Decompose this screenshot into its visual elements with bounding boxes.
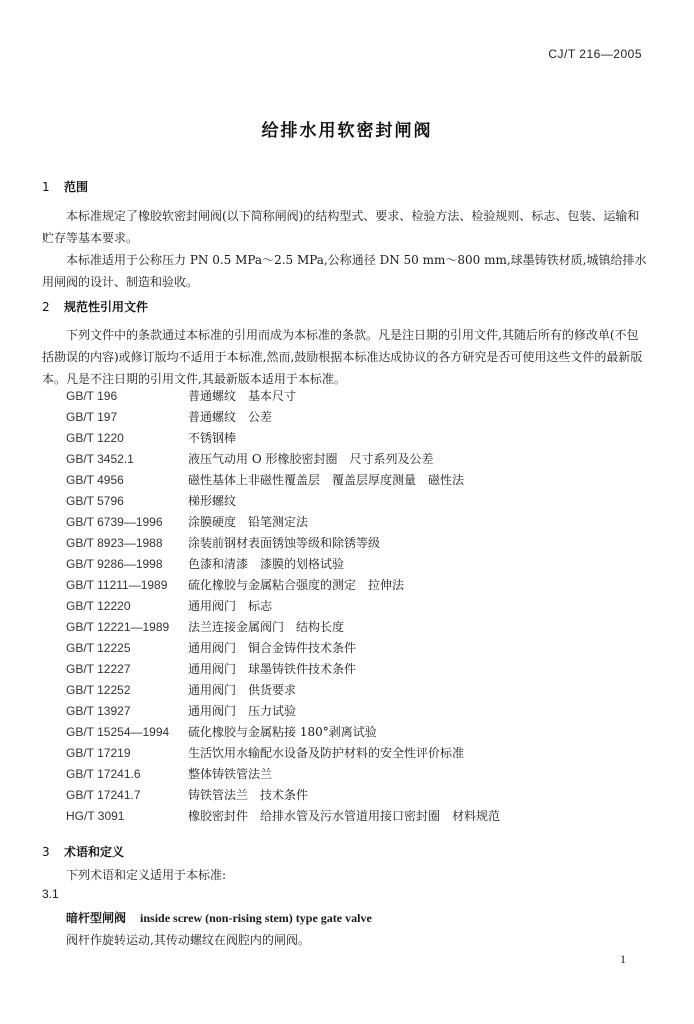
section-3-number: 3 <box>42 845 50 859</box>
term-entry <box>66 908 372 928</box>
section-2-number: 2 <box>42 300 50 314</box>
reference-title: 磁性基体上非磁性覆盖层 覆盖层厚度测量 磁性法 <box>188 473 465 487</box>
reference-code: GB/T 3452.1 <box>66 452 134 466</box>
reference-item <box>66 701 500 722</box>
term-english-name: inside screw (non-rising stem) type gate valve <box>140 911 372 925</box>
term-chinese-name: 暗杆型闸阀 <box>66 911 127 925</box>
reference-title: 橡胶密封件 给排水管及污水管道用接口密封圈 材料规范 <box>188 809 501 823</box>
scope-paragraph-2: 本标准适用于公称压力 PN 0.5 MPa～2.5 MPa,公称通径 DN 50 mm～800 mm,球墨铸铁材质,城镇给排水用闸阀的设计、制造和验收。 <box>42 253 647 289</box>
terms-intro-paragraph: 下列术语和定义适用于本标准: <box>66 868 227 882</box>
term-definition: 阀杆作旋转运动,其传动螺纹在阀腔内的闸阀。 <box>66 933 310 947</box>
reference-code: GB/T 12220 <box>66 599 131 613</box>
reference-item <box>66 806 500 827</box>
reference-code: GB/T 13927 <box>66 704 131 718</box>
reference-code: GB/T 12221—1989 <box>66 620 170 634</box>
reference-item <box>66 491 500 512</box>
reference-title: 液压气动用 O 形橡胶密封圈 尺寸系列及公差 <box>188 452 434 466</box>
section-2-title: 规范性引用文件 <box>64 300 149 314</box>
reference-code: GB/T 197 <box>66 410 118 424</box>
reference-title: 硫化橡胶与金属粘接 180°剥离试验 <box>188 725 377 739</box>
reference-item <box>66 785 500 806</box>
reference-item <box>66 638 500 659</box>
reference-code: GB/T 4956 <box>66 473 124 487</box>
reference-title: 普通螺纹 公差 <box>188 410 273 424</box>
reference-code: GB/T 6739—1996 <box>66 515 163 529</box>
reference-item <box>66 554 500 575</box>
reference-title: 铸铁管法兰 技术条件 <box>188 788 309 802</box>
section-3-heading <box>42 843 124 860</box>
reference-title: 通用阀门 铜合金铸件技术条件 <box>188 641 357 655</box>
reference-code: GB/T 12252 <box>66 683 131 697</box>
reference-item <box>66 386 500 407</box>
reference-title: 通用阀门 标志 <box>188 599 273 613</box>
reference-item <box>66 449 500 470</box>
reference-item <box>66 533 500 554</box>
section-3-title: 术语和定义 <box>64 845 125 859</box>
reference-title: 通用阀门 压力试验 <box>188 704 297 718</box>
reference-code: GB/T 17241.7 <box>66 788 141 802</box>
reference-code: HG/T 3091 <box>66 809 125 823</box>
document-title: 给排水用软密封闸阀 <box>261 121 433 141</box>
normative-references-list <box>66 386 500 827</box>
section-1-heading <box>42 178 88 195</box>
reference-item <box>66 470 500 491</box>
reference-title: 整体铸铁管法兰 <box>188 767 273 781</box>
reference-item <box>66 680 500 701</box>
reference-title: 梯形螺纹 <box>188 494 237 508</box>
reference-title: 涂装前钢材表面锈蚀等级和除锈等级 <box>188 536 381 550</box>
scope-paragraph-1: 本标准规定了橡胶软密封闸阀(以下简称闸阀)的结构型式、要求、检验方法、检验规则、标志、包装、运输和贮存等基本要求。 <box>42 209 640 245</box>
section-2-heading <box>42 298 148 315</box>
reference-item <box>66 407 500 428</box>
reference-item <box>66 512 500 533</box>
reference-code: GB/T 17219 <box>66 746 131 760</box>
reference-code: GB/T 12227 <box>66 662 131 676</box>
section-1-title: 范围 <box>64 180 89 194</box>
standard-code: CJ/T 216—2005 <box>548 47 642 61</box>
reference-code: GB/T 12225 <box>66 641 131 655</box>
references-intro-paragraph: 下列文件中的条款通过本标准的引用而成为本标准的条款。凡是注日期的引用文件,其随后所有的修改单(不包括勘误的内容)或修订版均不适用于本标准,然而,鼓励根据本标准达成协议的各方研究是否可使用这些文件的最新版本。凡是不注日期的引用文件,其最新版本适用于本标准。 <box>42 328 643 386</box>
reference-item <box>66 428 500 449</box>
section-1-number: 1 <box>42 180 50 194</box>
reference-title: 涂膜硬度 铅笔测定法 <box>188 515 309 529</box>
page-number: 1 <box>620 952 626 966</box>
reference-item <box>66 596 500 617</box>
reference-title: 色漆和清漆 漆膜的划格试验 <box>188 557 345 571</box>
term-clause-number: 3.1 <box>42 887 59 901</box>
reference-code: GB/T 17241.6 <box>66 767 141 781</box>
reference-item <box>66 659 500 680</box>
reference-title: 法兰连接金属阀门 结构长度 <box>188 620 345 634</box>
reference-code: GB/T 1220 <box>66 431 124 445</box>
reference-code: GB/T 8923—1988 <box>66 536 163 550</box>
reference-code: GB/T 9286—1998 <box>66 557 163 571</box>
reference-code: GB/T 5796 <box>66 494 124 508</box>
reference-code: GB/T 11211—1989 <box>66 578 168 592</box>
reference-title: 通用阀门 球墨铸铁件技术条件 <box>188 662 357 676</box>
reference-item <box>66 743 500 764</box>
reference-title: 通用阀门 供货要求 <box>188 683 297 697</box>
reference-code: GB/T 15254—1994 <box>66 725 170 739</box>
reference-title: 硫化橡胶与金属粘合强度的测定 拉伸法 <box>188 578 405 592</box>
reference-item <box>66 722 500 743</box>
reference-title: 不锈钢棒 <box>188 431 237 445</box>
reference-item <box>66 617 500 638</box>
reference-item <box>66 764 500 785</box>
reference-code: GB/T 196 <box>66 389 118 403</box>
reference-title: 普通螺纹 基本尺寸 <box>188 389 297 403</box>
reference-item <box>66 575 500 596</box>
reference-title: 生活饮用水输配水设备及防护材料的安全性评价标准 <box>188 746 465 760</box>
